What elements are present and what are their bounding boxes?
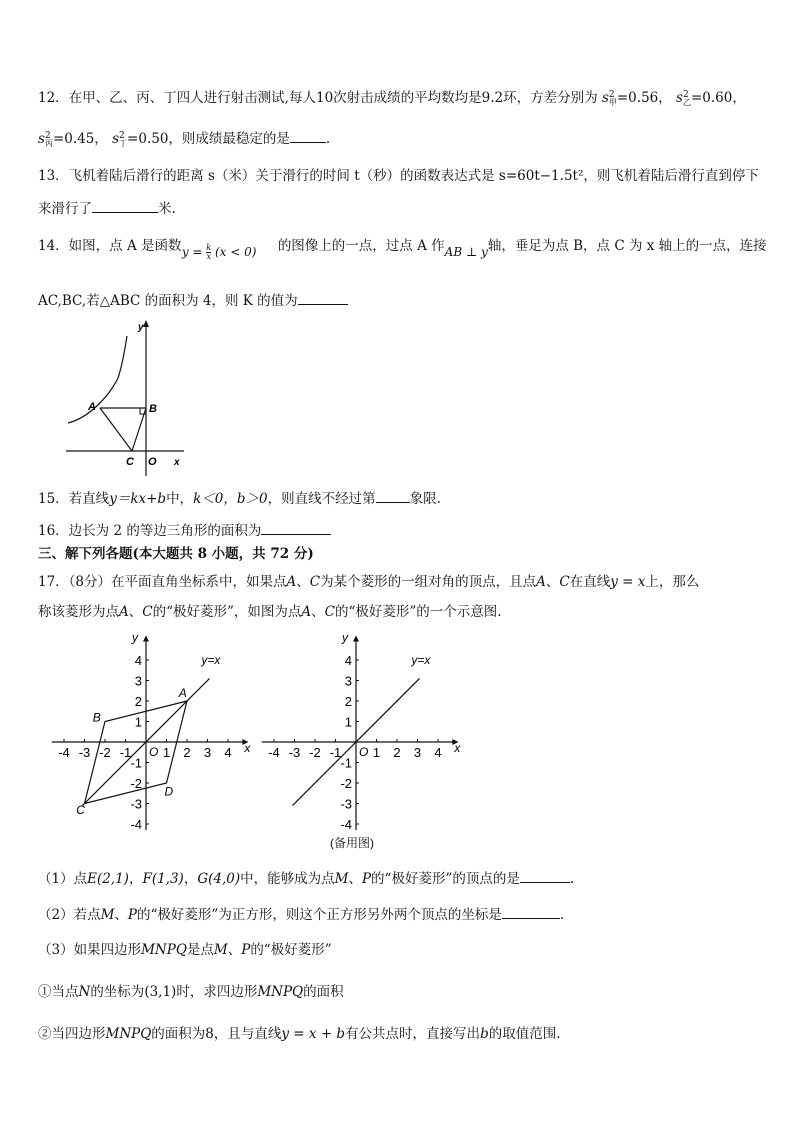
quad-mnpq: MNPQ xyxy=(105,1026,152,1042)
answer-blank[interactable] xyxy=(298,290,348,305)
q15-text-d: 象限. xyxy=(409,491,441,507)
y-tick-label: -1 xyxy=(340,755,352,771)
var-p: P xyxy=(361,871,372,887)
exp: 2 xyxy=(119,130,125,141)
sub2-text-b: 的“极好菱形”为正方形，则这个正方形另外两个顶点的坐标是 xyxy=(137,907,502,923)
q15-text-c: ，则直线不经过第 xyxy=(267,491,376,507)
var-n: N xyxy=(78,984,91,1000)
var-m: M xyxy=(213,942,228,958)
q13-line2 xyxy=(38,198,176,219)
hyperbola-curve xyxy=(68,336,127,423)
spare-graph-caption: (备用图) xyxy=(330,836,374,850)
q17-line1 xyxy=(38,572,699,592)
exp: 2 xyxy=(44,130,51,141)
var-jia-value: =0.56， xyxy=(616,90,672,106)
x-tick-label: 1 xyxy=(162,745,171,760)
y-tick-label: 3 xyxy=(344,673,352,689)
var-bing-value: =0.45， xyxy=(52,131,108,147)
q17-text-c: 在直线 xyxy=(569,574,611,590)
answer-blank[interactable] xyxy=(290,128,326,143)
sub2-text-a: （2）若点 xyxy=(38,907,101,923)
q13-line1: 13．飞机着陆后滑行的距离 s（米）关于滑行的时间 t（秒）的函数表达式是 s=60t−1.5t²，则飞机着陆后滑行直到停下 xyxy=(38,168,759,184)
exp: 2 xyxy=(682,89,689,100)
x-tick-label: 2 xyxy=(183,745,191,760)
sub3-text-c: 的“极好菱形” xyxy=(250,942,332,958)
q14-line1 xyxy=(38,230,767,261)
y-tick-label: -3 xyxy=(130,796,142,812)
sub31-text-a: ①当点 xyxy=(38,984,79,1000)
label-y: y xyxy=(138,322,144,333)
label-c: C xyxy=(126,456,134,468)
sub3-text-a: （3）如果四边形 xyxy=(38,942,142,958)
sub3-2-line xyxy=(38,1024,561,1044)
q13-text-a: 来滑行了 xyxy=(38,201,92,217)
q16-line xyxy=(38,520,331,541)
eq-yx: y = x xyxy=(610,574,646,590)
x-tick-label: -1 xyxy=(329,745,342,760)
q14-text-b: 的图像上的一点，过点 A 作 xyxy=(277,238,445,254)
var-m: M xyxy=(100,907,115,923)
point-d-label: D xyxy=(164,784,174,799)
period: . xyxy=(559,907,565,923)
sep: 、 xyxy=(311,604,325,620)
var-m: M xyxy=(334,871,349,887)
var-c: C xyxy=(142,604,153,620)
q15-line xyxy=(38,488,441,509)
label-x: x xyxy=(174,457,180,468)
label-b: B xyxy=(149,403,157,415)
q12-line1 xyxy=(38,88,746,108)
segment-ac xyxy=(100,408,132,451)
x-tick-label: 4 xyxy=(224,745,232,760)
q17-text-b: 为某个菱形的一组对角的顶点，且点 xyxy=(320,574,537,590)
var-s: s xyxy=(601,90,609,106)
line-label: y=x xyxy=(411,653,431,668)
y-tick-label: 4 xyxy=(134,653,142,668)
var-s: s xyxy=(676,90,683,106)
var-c: C xyxy=(309,574,321,590)
y-tick-label: 1 xyxy=(134,714,142,730)
y-tick-label: 2 xyxy=(344,694,352,709)
var-s: s xyxy=(38,131,45,147)
x-tick-label: -2 xyxy=(99,745,111,760)
point-a-label: A xyxy=(178,685,187,700)
point-f: F(1,3) xyxy=(142,871,184,887)
sub31-text-c: 时，求四边形 xyxy=(176,984,258,1000)
q14-line2 xyxy=(38,290,348,311)
q15-text-b: 中， xyxy=(166,491,194,507)
area-value: 8 xyxy=(205,1026,214,1042)
var-a: A xyxy=(536,574,546,590)
y-arrow xyxy=(353,635,359,641)
var-a: A xyxy=(301,604,312,620)
q14-text-a: 14．如图，点 A 是函数 xyxy=(38,238,182,254)
q15-cond: k＜0，b＞0 xyxy=(193,491,268,507)
x-tick-label: -4 xyxy=(268,745,280,760)
sep: 、 xyxy=(545,574,560,590)
sep: 、 xyxy=(128,604,143,620)
sub32-text-a: ②当四边形 xyxy=(38,1026,106,1042)
sub3-1-line xyxy=(38,982,344,1002)
answer-blank[interactable] xyxy=(520,868,570,883)
var-s: s xyxy=(112,131,120,147)
exp: 2 xyxy=(608,89,615,100)
x-tick-label: -3 xyxy=(78,745,91,760)
x-tick-label: 2 xyxy=(393,745,401,760)
x-axis-label: x xyxy=(244,741,251,755)
answer-blank[interactable] xyxy=(502,904,560,919)
quad-mnpq: MNPQ xyxy=(257,984,304,1000)
y-tick-label: 4 xyxy=(344,653,352,668)
var-c: C xyxy=(559,574,570,590)
y-arrow xyxy=(143,635,149,641)
frac-num: k xyxy=(206,243,212,252)
var-ding-value: =0.50，则成绩最稳定的是 xyxy=(127,131,290,147)
x-axis-label: x xyxy=(454,741,461,755)
y-arrow xyxy=(143,320,149,327)
sub3-text-b: 是点 xyxy=(186,942,214,958)
x-tick-label: -3 xyxy=(288,745,301,760)
y-tick-label: -1 xyxy=(130,755,142,771)
label-a: A xyxy=(88,401,96,413)
var-b: b xyxy=(480,1026,489,1042)
q15-text-a: 15．若直线 xyxy=(38,491,110,507)
sub2-line: （2）若点M、P的“极好菱形”为正方形，则这个正方形另外两个顶点的坐标是 . xyxy=(38,904,564,925)
y-tick-label: 2 xyxy=(134,694,142,709)
answer-blank[interactable] xyxy=(376,488,410,503)
x-tick-label: 1 xyxy=(372,745,381,760)
var-c: C xyxy=(324,604,335,620)
sub31-text-b: 的坐标为 xyxy=(90,984,145,1000)
y-tick-label: -3 xyxy=(340,796,352,812)
sub1-line: （1）点E(2,1)，F(1,3)，G(4,0)中，能够成为点M、P的“极好菱形”的顶点的是 . xyxy=(38,868,574,889)
func-cond: (x < 0) xyxy=(214,245,257,259)
sep: 、 xyxy=(296,574,310,590)
line-label: y=x xyxy=(201,653,221,668)
sub1-text-c: 的“极好菱形”的顶点的是 xyxy=(371,871,520,887)
sub32-text-b: 的面积为 xyxy=(151,1026,206,1042)
y-axis-label: y xyxy=(132,632,138,645)
y-tick-label: -2 xyxy=(130,776,142,791)
y-tick-label: 1 xyxy=(344,714,352,730)
point-e: E(2,1) xyxy=(87,871,129,887)
origin-label: O xyxy=(149,745,159,759)
x-tick-label: 4 xyxy=(434,745,442,760)
sub-ding: 丁 xyxy=(119,138,128,148)
q13-text-b: 米. xyxy=(158,201,176,217)
y-tick-label: -2 xyxy=(340,776,352,791)
q17-text-f: 的“极好菱形”，如图为点 xyxy=(152,604,302,620)
point-g: G(4,0) xyxy=(197,871,241,887)
sub32-text-d: 有公共点时，直接写出 xyxy=(345,1026,481,1042)
quad-mnpq: MNPQ xyxy=(141,942,187,958)
q15-eq: y＝kx+b xyxy=(109,491,167,507)
answer-blank[interactable] xyxy=(261,520,331,535)
sub32-text-c: ，且与直线 xyxy=(213,1026,282,1042)
q14-text-c: 轴，垂足为点 B，点 C 为 x 轴上的一点，连接 xyxy=(487,238,767,254)
rhombus-graph xyxy=(40,632,255,857)
x-tick-label: -4 xyxy=(58,745,70,760)
q17-text-d: 上，那么 xyxy=(645,574,700,590)
sub3-line: （3）如果四边形MNPQ是点M、P的“极好菱形” xyxy=(38,942,332,958)
sub1-text-a: （1）点 xyxy=(38,871,88,887)
q17-text-e: 称该菱形为点 xyxy=(38,604,119,620)
x-tick-label: -2 xyxy=(309,745,321,760)
q12-text: 在甲、乙、丙、丁四人进行射击测试,每人10次射击成绩的平均数均是9.2环，方差分别为 xyxy=(68,90,598,106)
x-tick-label: 3 xyxy=(203,745,212,760)
x-tick-label: -1 xyxy=(119,745,132,760)
var-yi-value: =0.60， xyxy=(690,90,746,106)
question-number: 12． xyxy=(38,90,69,106)
sub-jia: 甲 xyxy=(608,97,617,107)
x-tick-label: 3 xyxy=(413,745,422,760)
period: . xyxy=(569,871,575,887)
q16-text: 16．边长为 2 的等边三角形的面积为 xyxy=(38,523,262,539)
section-title: 三、解下列各题(本大题共 8 小题，共 72 分) xyxy=(38,546,314,562)
var-a: A xyxy=(119,604,129,620)
y-tick-label: 3 xyxy=(134,673,142,689)
sub31-text-d: 的面积 xyxy=(303,984,344,1000)
var-p: P xyxy=(127,907,138,923)
q14-figure xyxy=(58,318,188,478)
label-o: O xyxy=(148,456,157,468)
sub1-text-b: 中，能够成为点 xyxy=(240,871,335,887)
var-a: A xyxy=(286,574,297,590)
eq-line: y = x + b xyxy=(281,1026,346,1042)
y-axis-label: y xyxy=(342,632,348,645)
point-c-label: C xyxy=(76,802,85,817)
sub32-text-e: 的取值范围. xyxy=(488,1026,561,1042)
origin-label: O xyxy=(359,745,369,759)
q17-text-a: 17．（8分）在平面直角坐标系中，如果点 xyxy=(38,574,287,590)
q17-text-g: 的“极好菱形”的一个示意图. xyxy=(335,604,502,620)
y-tick-label: -4 xyxy=(130,817,142,832)
q14-perp: AB ⊥ y xyxy=(444,245,488,259)
frac-den: x xyxy=(206,252,211,261)
q12-line2 xyxy=(38,128,330,149)
point-b-label: B xyxy=(92,710,101,725)
q14-function xyxy=(181,230,278,261)
q17-line2 xyxy=(38,602,502,622)
var-p: P xyxy=(241,942,251,958)
spare-graph xyxy=(250,632,465,857)
answer-blank[interactable] xyxy=(92,198,158,213)
func-lhs: y = xyxy=(181,245,203,259)
coord-n: (3,1) xyxy=(144,984,177,1000)
q14-text-2: AC,BC,若△ABC 的面积为 4，则 K 的值为 xyxy=(38,293,298,309)
period: . xyxy=(325,131,331,147)
sub-yi: 乙 xyxy=(682,97,691,107)
sub-bing: 丙 xyxy=(44,138,53,148)
y-tick-label: -4 xyxy=(340,817,352,832)
